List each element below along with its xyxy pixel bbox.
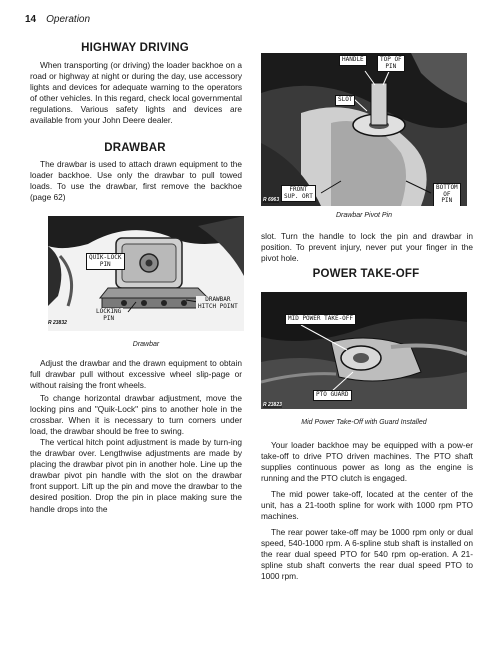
pto-paragraph-2: The mid power take-off, located at the center of the unit, has a 21-tooth spline for work with 1000 rpm PTO machines. [261, 489, 473, 522]
pivot-pin-photo [261, 53, 467, 206]
pto-heading: POWER TAKE-OFF [312, 268, 420, 280]
drawbar-heading: DRAWBAR [104, 142, 166, 154]
pto-paragraph-3: The rear power take-off may be 1000 rpm only or dual speed, 540-1000 rpm. A 6-spline stub shaft is installed on the rear dual speed PTO for 540 rpm op-eration. A 21-spline stub shaft converts the rear dual speed PTO to 1000 rpm. [261, 527, 473, 582]
pivot-pin-caption: Drawbar Pivot Pin [335, 212, 393, 219]
page-header [25, 14, 90, 25]
drawbar-photo [48, 216, 244, 331]
pto-photo [261, 292, 467, 409]
drawbar-figure-ref: R 23832 [48, 320, 67, 326]
mid-pto-label: MID POWER TAKE-OFF [285, 314, 356, 325]
section-title: Operation [46, 14, 91, 25]
pto-figure-ref: R 23823 [263, 402, 282, 408]
page-number: 14 [25, 14, 37, 25]
drawbar-paragraph-2: Adjust the drawbar and the drawn equipment to obtain full drawbar pull without excessive wheel slip-page or without raising the front wheels. [30, 358, 242, 391]
drawbar-hitch-point-label: DRAWBAR HITCH POINT [198, 296, 238, 310]
bottom-of-pin-label: BOTTOM OF PIN [433, 183, 461, 206]
pto-paragraph-1: Your loader backhoe may be equipped with a pow-er take-off to drive PTO driven machines. The PTO shaft supplies continuous power as long as the engine is running and the PTO clutch is engaged. [261, 440, 473, 484]
top-of-pin-label: TOP OF PIN [377, 55, 405, 72]
pto-caption: Mid Power Take-Off with Guard Installed [301, 419, 427, 426]
drawbar-caption: Drawbar [132, 341, 160, 348]
locking-pin-label: LOCKING PIN [96, 308, 122, 322]
slot-label: SLOT [335, 95, 355, 106]
quik-lock-pin-label: QUIK-LOCK PIN [86, 253, 125, 270]
front-support-label: FRONT SUP. ORT [281, 185, 316, 202]
pivot-figure-ref: R 6963 [263, 197, 280, 203]
highway-heading: HIGHWAY DRIVING [81, 42, 189, 54]
handle-label: HANDLE [339, 55, 367, 66]
drawbar-paragraph-4: The vertical hitch point adjustment is made by turn-ing the drawbar over. Lengthwise adjustments are made by placing the drawbar pivot pin in another hole. Line up the drawbar pivot pin handle with the slot on the drawbar front support. Lift up the pin and move the drawbar to the desired position. Drop the pin in place making sure the handle drops into the [30, 437, 242, 514]
pto-guard-label: PTO GUARD [313, 390, 352, 401]
drawbar-paragraph-1: The drawbar is used to attach drawn equipment to the loader backhoe. Use only the drawbar to pull towed loads. To use the drawbar, first remove the backhoe (page 62) [30, 159, 242, 203]
drawbar-paragraph-3: To change horizontal drawbar adjustment, move the locking pins and "Quik-Lock" pins to another hole in the crossbar. When it is necessary to turn corners under load, the drawbar should be free to swing. [30, 393, 242, 437]
drawbar-paragraph-continued: slot. Turn the handle to lock the pin and drawbar in position. To prevent injury, never put your finger in the pivot hole. [261, 231, 473, 264]
highway-paragraph: When transporting (or driving) the loader backhoe on a road or highway at night or during the day, use accessory lights and devices for adequate warning to the operators of other vehicles. In this regard, check local governmental regulations. Various safety lights and devices are available from your John Deere dealer. [30, 60, 242, 126]
